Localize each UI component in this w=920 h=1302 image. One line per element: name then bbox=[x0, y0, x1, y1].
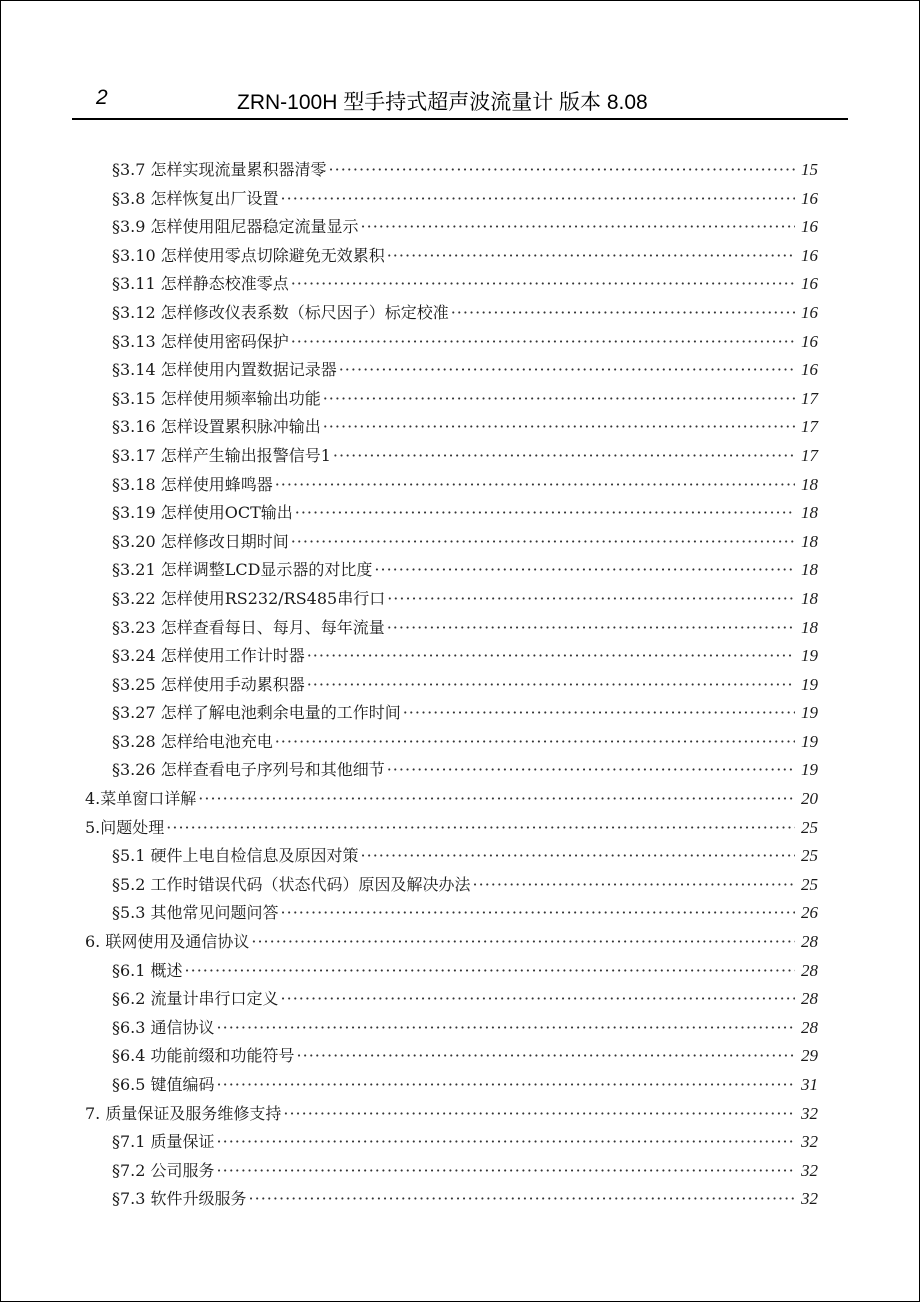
page-title: ZRN-100H 型手持式超声波流量计 版本 8.08 bbox=[237, 91, 648, 114]
toc-dot-leader bbox=[403, 699, 795, 728]
toc-entry-page: 19 bbox=[801, 703, 818, 723]
toc-dot-leader bbox=[185, 957, 795, 986]
toc-entry-title: §3.14 怎样使用内置数据记录器 bbox=[112, 360, 337, 380]
toc-entry-page: 16 bbox=[801, 188, 818, 208]
toc-dot-leader bbox=[291, 528, 795, 557]
toc-entry-page: 19 bbox=[801, 760, 818, 780]
toc-entry-page: 18 bbox=[801, 617, 818, 637]
toc-dot-leader bbox=[374, 556, 795, 585]
toc-entry-title: §3.10 怎样使用零点切除避免无效累积 bbox=[112, 245, 385, 265]
toc-entry[interactable] bbox=[0, 299, 920, 328]
toc-entry[interactable] bbox=[0, 213, 920, 242]
toc-entry-title: §6.2 流量计串行口定义 bbox=[112, 989, 279, 1009]
toc-entry-title: §3.22 怎样使用RS232/RS485串行口 bbox=[112, 588, 386, 608]
toc-entry[interactable] bbox=[0, 270, 920, 299]
page-header bbox=[72, 84, 848, 120]
toc-entry[interactable] bbox=[0, 814, 920, 843]
toc-entry[interactable] bbox=[0, 385, 920, 414]
toc-entry-title: §5.2 工作时错误代码（状态代码）原因及解决办法 bbox=[112, 874, 471, 894]
toc-dot-leader bbox=[275, 728, 795, 757]
toc-entry-page: 28 bbox=[801, 1017, 818, 1037]
toc-entry[interactable] bbox=[0, 1042, 920, 1071]
toc-dot-leader bbox=[387, 614, 795, 643]
toc-dot-leader bbox=[387, 756, 795, 785]
toc-entry-page: 32 bbox=[801, 1189, 818, 1209]
toc-dot-leader bbox=[339, 356, 795, 385]
toc-dot-leader bbox=[451, 299, 795, 328]
toc-entry[interactable] bbox=[0, 957, 920, 986]
page-number: 2 bbox=[96, 86, 108, 109]
toc-entry-page: 17 bbox=[801, 445, 818, 465]
toc-dot-leader bbox=[291, 270, 795, 299]
toc-entry-page: 18 bbox=[801, 588, 818, 608]
toc-entry-title: §3.16 怎样设置累积脉冲输出 bbox=[112, 417, 321, 437]
toc-entry-page: 16 bbox=[801, 331, 818, 351]
toc-entry-title: §3.25 怎样使用手动累积器 bbox=[112, 674, 305, 694]
toc-entry[interactable] bbox=[0, 671, 920, 700]
toc-entry[interactable] bbox=[0, 328, 920, 357]
toc-entry-title: §3.21 怎样调整LCD显示器的对比度 bbox=[112, 560, 373, 580]
toc-entry[interactable] bbox=[0, 899, 920, 928]
toc-entry-page: 18 bbox=[801, 503, 818, 523]
toc-dot-leader bbox=[323, 413, 795, 442]
toc-entry-page: 32 bbox=[801, 1132, 818, 1152]
toc-entry-title: §3.13 怎样使用密码保护 bbox=[112, 331, 289, 351]
toc-entry-title: §7.1 质量保证 bbox=[112, 1132, 215, 1152]
toc-entry[interactable] bbox=[0, 1185, 920, 1214]
toc-entry-title: §7.2 公司服务 bbox=[112, 1160, 215, 1180]
toc-entry-title: §3.20 怎样修改日期时间 bbox=[112, 531, 289, 551]
toc-entry-title: §3.17 怎样产生输出报警信号1 bbox=[112, 445, 331, 465]
toc-entry-title: §3.24 怎样使用工作计时器 bbox=[112, 646, 305, 666]
toc-entry[interactable] bbox=[0, 756, 920, 785]
toc-dot-leader bbox=[281, 899, 795, 928]
toc-entry-title: §3.15 怎样使用频率输出功能 bbox=[112, 388, 321, 408]
toc-entry-page: 26 bbox=[801, 903, 818, 923]
toc-entry-page: 28 bbox=[801, 989, 818, 1009]
toc-entry-title: §3.23 怎样查看每日、每月、每年流量 bbox=[112, 617, 385, 637]
toc-dot-leader bbox=[283, 1100, 795, 1129]
toc-entry[interactable] bbox=[0, 928, 920, 957]
toc-entry[interactable] bbox=[0, 1128, 920, 1157]
toc-entry[interactable] bbox=[0, 785, 920, 814]
toc-dot-leader bbox=[297, 1042, 795, 1071]
toc-dot-leader bbox=[198, 785, 795, 814]
toc-dot-leader bbox=[329, 156, 795, 185]
toc-entry-title: §6.4 功能前缀和功能符号 bbox=[112, 1046, 295, 1066]
toc-entry-title: §6.5 键值编码 bbox=[112, 1075, 215, 1094]
toc-entry[interactable] bbox=[0, 556, 920, 585]
toc-entry[interactable] bbox=[0, 1100, 920, 1129]
toc-dot-leader bbox=[387, 585, 795, 614]
toc-dot-leader bbox=[251, 928, 795, 957]
toc-dot-leader bbox=[217, 1014, 795, 1043]
toc-entry[interactable] bbox=[0, 471, 920, 500]
toc-entry-page: 18 bbox=[801, 560, 818, 580]
toc-entry-page: 16 bbox=[801, 217, 818, 237]
toc-dot-leader bbox=[323, 385, 795, 414]
table-of-contents bbox=[0, 156, 920, 1214]
toc-entry[interactable] bbox=[0, 156, 920, 185]
toc-entry-page: 25 bbox=[801, 817, 818, 837]
toc-entry[interactable] bbox=[0, 1071, 920, 1100]
toc-entry[interactable] bbox=[0, 528, 920, 557]
toc-dot-leader bbox=[361, 842, 795, 871]
toc-dot-leader bbox=[473, 871, 795, 900]
toc-entry-title: 6. 联网使用及通信协议 bbox=[85, 932, 250, 952]
toc-entry[interactable] bbox=[0, 413, 920, 442]
toc-entry-page: 19 bbox=[801, 674, 818, 694]
toc-dot-leader bbox=[249, 1185, 795, 1214]
toc-entry-page: 29 bbox=[801, 1046, 818, 1066]
toc-entry-page: 31 bbox=[801, 1075, 818, 1094]
toc-entry-title: §6.1 概述 bbox=[112, 960, 183, 980]
toc-entry[interactable] bbox=[0, 614, 920, 643]
toc-entry-title: 5.问题处理 bbox=[85, 817, 165, 837]
toc-entry[interactable] bbox=[0, 728, 920, 757]
toc-entry-page: 15 bbox=[801, 160, 818, 179]
toc-entry-page: 16 bbox=[801, 274, 818, 294]
toc-entry-page: 32 bbox=[801, 1103, 818, 1123]
toc-entry-page: 19 bbox=[801, 731, 818, 751]
toc-dot-leader bbox=[307, 671, 795, 700]
toc-entry-title: 4.菜单窗口详解 bbox=[85, 789, 197, 809]
toc-dot-leader bbox=[291, 328, 795, 357]
toc-entry-page: 20 bbox=[801, 789, 818, 809]
toc-entry-page: 25 bbox=[801, 874, 818, 894]
toc-entry-page: 18 bbox=[801, 474, 818, 494]
toc-dot-leader bbox=[281, 185, 795, 214]
toc-entry-title: §3.26 怎样查看电子序列号和其他细节 bbox=[112, 760, 385, 780]
toc-dot-leader bbox=[281, 985, 795, 1014]
toc-entry[interactable] bbox=[0, 442, 920, 471]
toc-entry-page: 32 bbox=[801, 1160, 818, 1180]
toc-entry-page: 18 bbox=[801, 531, 818, 551]
toc-dot-leader bbox=[333, 442, 795, 471]
toc-entry-page: 17 bbox=[801, 388, 818, 408]
toc-entry[interactable] bbox=[0, 1157, 920, 1186]
toc-entry[interactable] bbox=[0, 642, 920, 671]
toc-entry-title: §3.7 怎样实现流量累积器清零 bbox=[112, 160, 327, 179]
toc-entry-title: §3.27 怎样了解电池剩余电量的工作时间 bbox=[112, 703, 401, 723]
toc-entry[interactable] bbox=[0, 871, 920, 900]
toc-entry-title: §3.19 怎样使用OCT输出 bbox=[112, 503, 293, 523]
toc-entry[interactable] bbox=[0, 985, 920, 1014]
toc-entry-title: §3.28 怎样给电池充电 bbox=[112, 731, 273, 751]
toc-dot-leader bbox=[307, 642, 795, 671]
toc-entry-title: §3.12 怎样修改仪表系数（标尺因子）标定校准 bbox=[112, 302, 449, 322]
toc-entry-title: §5.1 硬件上电自检信息及原因对策 bbox=[112, 846, 359, 866]
toc-entry-page: 28 bbox=[801, 960, 818, 980]
toc-entry-page: 16 bbox=[801, 245, 818, 265]
toc-entry-title: §6.3 通信协议 bbox=[112, 1017, 215, 1037]
toc-dot-leader bbox=[387, 242, 795, 271]
toc-dot-leader bbox=[295, 499, 795, 528]
toc-entry[interactable] bbox=[0, 242, 920, 271]
toc-entry[interactable] bbox=[0, 185, 920, 214]
toc-entry-page: 16 bbox=[801, 302, 818, 322]
toc-entry-page: 19 bbox=[801, 646, 818, 666]
toc-entry-page: 28 bbox=[801, 932, 818, 952]
toc-dot-leader bbox=[217, 1071, 795, 1100]
toc-entry-title: §3.11 怎样静态校准零点 bbox=[112, 274, 289, 294]
toc-dot-leader bbox=[275, 471, 795, 500]
toc-entry-title: §3.18 怎样使用蜂鸣器 bbox=[112, 474, 273, 494]
toc-entry-page: 16 bbox=[801, 360, 818, 380]
toc-entry[interactable] bbox=[0, 842, 920, 871]
toc-entry-title: §7.3 软件升级服务 bbox=[112, 1189, 247, 1209]
toc-dot-leader bbox=[217, 1128, 795, 1157]
toc-entry[interactable] bbox=[0, 356, 920, 385]
toc-dot-leader bbox=[361, 213, 795, 242]
toc-entry[interactable] bbox=[0, 499, 920, 528]
toc-entry-title: 7. 质量保证及服务维修支持 bbox=[85, 1103, 282, 1123]
toc-entry[interactable] bbox=[0, 699, 920, 728]
toc-entry-title: §3.8 怎样恢复出厂设置 bbox=[112, 188, 279, 208]
toc-entry[interactable] bbox=[0, 585, 920, 614]
toc-entry-page: 25 bbox=[801, 846, 818, 866]
toc-dot-leader bbox=[217, 1157, 795, 1186]
toc-entry-title: §3.9 怎样使用阻尼器稳定流量显示 bbox=[112, 217, 359, 237]
toc-entry[interactable] bbox=[0, 1014, 920, 1043]
toc-entry-page: 17 bbox=[801, 417, 818, 437]
toc-entry-title: §5.3 其他常见问题问答 bbox=[112, 903, 279, 923]
toc-dot-leader bbox=[166, 814, 795, 843]
